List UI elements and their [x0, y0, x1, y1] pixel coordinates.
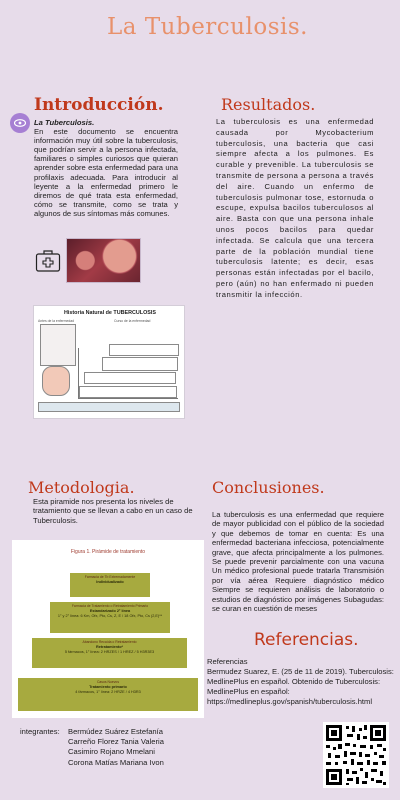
integrante-name: Casimiro Rojano Mmelani [68, 747, 155, 757]
pyramid-tier-4 [18, 678, 198, 711]
referencias-heading: Referencias. [254, 630, 359, 650]
treatment-pyramid [12, 540, 204, 718]
tier-2-name: Estandarizado 2° línea [89, 609, 131, 614]
conclusiones-heading: Conclusiones. [212, 478, 325, 497]
integrantes-list [20, 727, 220, 768]
diagram-horizon-line [78, 398, 178, 399]
tier-2-label: Farmacia de Tratamiento o Retratamiento Primario [71, 604, 149, 608]
integrante-name: Bermúdez Suárez Estefanía [68, 727, 163, 736]
pyramid-tier-1 [70, 573, 150, 597]
tier-4-detail: 4 fármacos, 1° línea: 2 HRZE / 4 H3R3 [75, 690, 141, 695]
qr-code[interactable] [323, 722, 389, 788]
tier-3-detail: 5 fármacos, 1° línea: 2 HRZES / 1 HREZ / 5 H3R3E3 [64, 650, 155, 655]
pyramid-title: Figura 1. Pirámide de tratamiento [70, 549, 146, 555]
diagram-subtitle-right: Curso de la enfermedad [114, 319, 151, 323]
metodologia-heading: Metodologia. [28, 478, 135, 497]
tier-1-name: Individualizado [96, 580, 124, 585]
page-title: La Tuberculosis. [107, 14, 308, 40]
metodologia-text: Esta piramide nos presenta los niveles de tratamiento que se llevan a cabo en un caso de Tuberculosis. [33, 497, 193, 525]
diagram-box-1 [109, 344, 179, 356]
tier-2-detail: 1° y 2° línea: 6 Km, Ofx, Pto, Cs, Z, E / 18 Ofx, Pto, Cs (2,E)** [57, 614, 163, 619]
diagram-title: Historia Natural de TUBERCULOSIS [64, 310, 156, 316]
diagram-prevention-bar [38, 402, 180, 412]
diagram-subtitle-left: Antes de la enfermedad [38, 319, 75, 323]
diagram-box-2 [102, 357, 178, 371]
pyramid-tier-3 [32, 638, 187, 668]
eye-icon[interactable] [10, 113, 30, 133]
referencias-link[interactable]: https://medlineplus.gov/spanish/tuberculosis.html [207, 696, 373, 706]
tier-4-name: Tratamiento primario [89, 685, 127, 690]
diagram-axis-line [78, 348, 79, 398]
resultados-heading: Resultados. [221, 95, 316, 114]
diagram-factors-box [40, 324, 76, 366]
introduccion-lead: La Tuberculosis. [34, 118, 95, 127]
tier-1-label: Farmacia de Tb Extremadamente [84, 575, 136, 579]
pyramid-tier-2 [50, 602, 170, 633]
diagram-box-4 [79, 386, 177, 398]
conclusiones-text: La tuberculosis es una enfermedad que requiere de mayor publicidad con el público de la sociedad y que debemos de tomar en cuenta: Es una enfermedad bacteriana infecciosa, potencialmente grave, que afecta principalmente a los pulmones. Se puede prevenir parcialmente con una vacuna Un médico profesional puede tratarla Transmisión por vía aérea Requiere diagnóstico médico Siempre se requieren análisis de laboratorio o estudios de diagnóstico por imágenes Subagudas: se curan en cuestión de meses [212, 510, 384, 614]
introduccion-heading: Introducción. [34, 95, 164, 115]
integrantes-label: integrantes: [20, 727, 60, 736]
tier-3-name: Retratamiento* [95, 645, 123, 650]
referencias-line: Referencias [207, 657, 248, 666]
resultados-text: La tuberculosis es una enfermedad causada por Mycobacterium tuberculosis, una bacteria que casi siempre afecta a los pulmones. Es curable y prevenible. La tuberculosis se transmite de persona a persona a través del aire. Cuando un enfermo de tuberculosis pulmonar tose, estornuda o escupe, expulsa bacilos tuberculosos al aire. Basta con que una persona inhale unos pocos bacilos para quedar infectada. Se calcula que una tercera parte de la población mundial tiene tuberculosis latente; es decir, esas personas están infectadas por el bacilo, pero (aún) no han enfermado ni pueden transmitir la infección. [216, 117, 374, 299]
integrante-name: Carreño Florez Tania Valeria [68, 737, 164, 747]
integrante-name: Corona Matías Mariana Ivon [68, 757, 164, 767]
medical-kit-icon [34, 246, 62, 274]
referencias-text [207, 657, 397, 707]
diagram-body-figure [42, 366, 70, 396]
diagram-box-3 [84, 372, 176, 384]
natural-history-diagram [33, 305, 185, 419]
bacteria-image [66, 238, 141, 283]
introduccion-body [34, 118, 178, 218]
tier-4-label: Casos Nuevos [96, 680, 120, 684]
tier-3-label: Abandono Recaída o Retratamiento [82, 640, 137, 644]
referencias-line: Bermudez Suarez, E. (25 de 11 de 2019). Tuberculosis: MedlinePlus en español. Obtenido de Tuberculosis: MedlinePlus en español: [207, 666, 394, 696]
introduccion-text: En este documento se encuentra información muy útil sobre la tuberculosis, que podrían servir a la persona infectada, familiares o simples curiosos que quieran aprender sobre esta enfermedad para una profilaxis adecuada. Para introducir al leyente a la enfermedad primero le diremos de qué trata esta enfermedad, cómo se transmite, como se trata y algunos de sus síntomas más comunes. [34, 127, 178, 218]
